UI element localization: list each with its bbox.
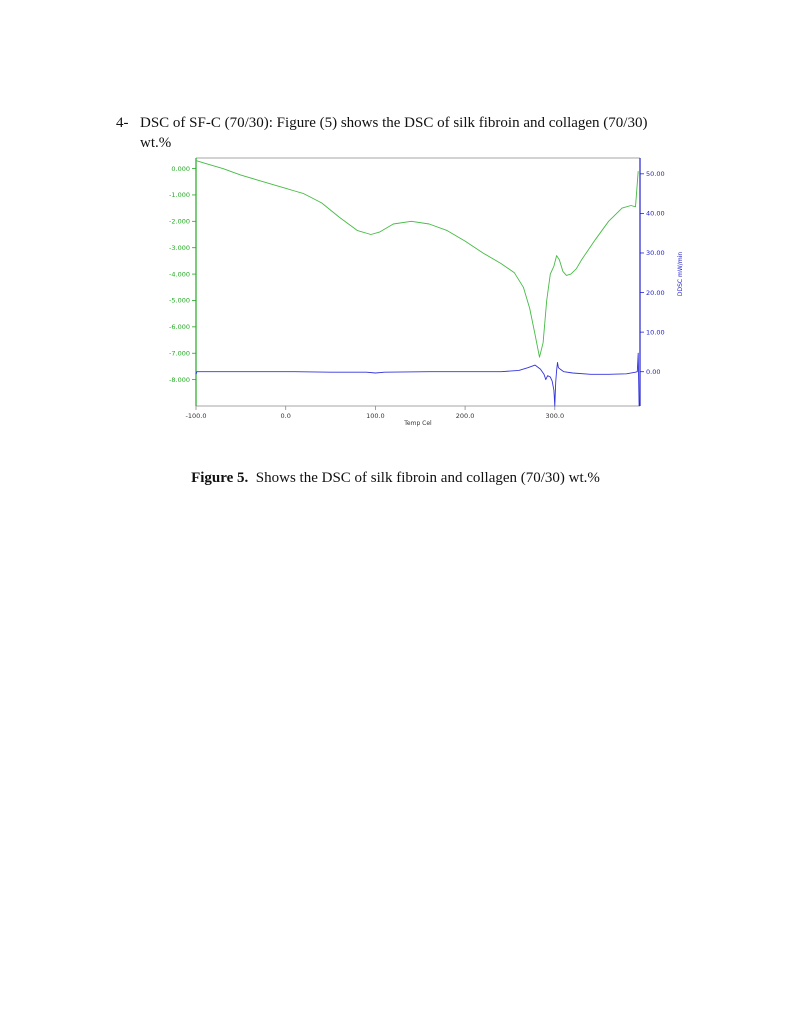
caption-text: Shows the DSC of silk fibroin and collagen (70/30) wt.% [255,470,600,486]
figure-caption [0,470,791,487]
section-number: 4- [116,115,129,131]
y-left-tick-label: -3.000 [169,243,190,252]
y-right-tick-label: 0.00 [646,367,661,376]
y-left-tick-label: 0.000 [171,164,190,173]
x-axis-label: Temp Cel [404,420,432,427]
y-left-tick-label: -5.000 [169,296,190,305]
y-right-tick-label: 20.00 [646,288,665,297]
y-left-tick-label: -4.000 [169,270,190,279]
y-left-tick-label: -2.000 [169,217,190,226]
dsc-chart [150,150,710,440]
section-text: DSC of SF-C (70/30): Figure (5) shows the DSC of silk fibroin and collagen (70/30) wt.% [140,115,648,151]
y-left-tick-label: -1.000 [169,191,190,200]
y-left-tick-label: -7.000 [169,349,190,358]
x-tick-label: 0.0 [280,412,291,420]
y-left-tick-label: -6.000 [169,323,190,332]
y-right-tick-label: 50.00 [646,170,665,179]
caption-label: Figure 5. [191,470,249,486]
x-tick-label: 100.0 [366,412,385,420]
y-right-tick-label: 30.00 [646,249,665,258]
y-right-tick-label: 10.00 [646,328,665,337]
ddsc-derivative-line [196,353,639,406]
x-tick-label: 300.0 [545,412,565,420]
x-tick-label: 200.0 [455,412,475,420]
x-tick-label: -100.0 [185,412,207,420]
y-right-tick-label: 40.00 [646,209,665,218]
y-left-tick-label: -8.000 [169,375,190,384]
y-right-axis-label: DDSC mW/min [677,251,684,297]
dsc-heat-flow-line [196,161,638,358]
